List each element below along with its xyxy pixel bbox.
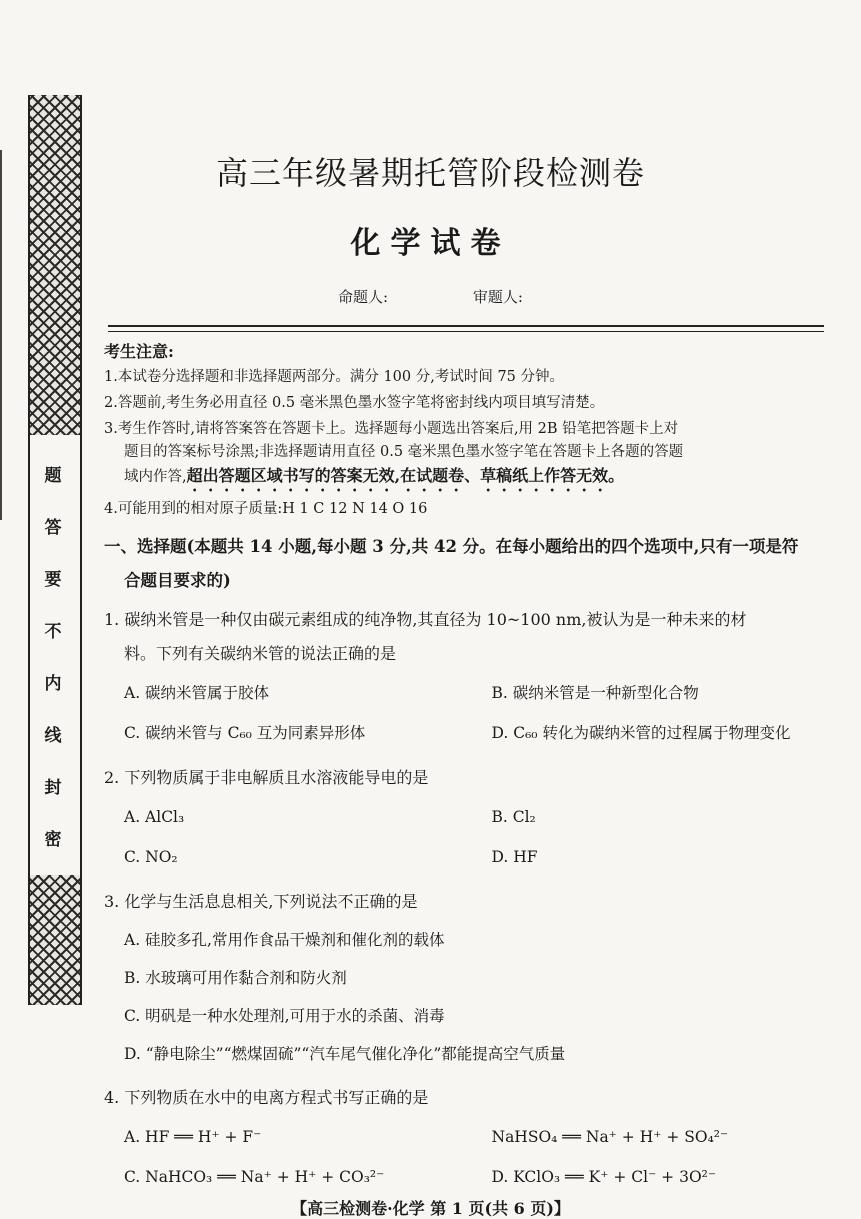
question-1-options — [104, 673, 839, 753]
note-3-line-1: 3.考生作答时,请将答案答在答题卡上。选择题每小题选出答案后,用 2B 铅笔把答题卡上对 — [104, 421, 679, 437]
seal-char: 不 — [44, 622, 62, 642]
option-c: C. NaHCO₃ ══ Na⁺ + H⁺ + CO₃²⁻ — [124, 1168, 385, 1186]
seal-char: 密 — [44, 830, 62, 850]
option-c: C. 碳纳米管与 C₆₀ 互为同素异形体 — [124, 724, 366, 742]
seal-char: 线 — [44, 726, 62, 746]
note-1: 1.本试卷分选择题和非选择题两部分。满分 100 分,考试时间 75 分钟。 — [104, 369, 565, 385]
option-b: B. 碳纳米管是一种新型化合物 — [491, 684, 699, 702]
notes-title: 考生注意: — [104, 342, 174, 361]
question-3 — [104, 887, 839, 1073]
question-2-options — [104, 797, 839, 877]
section-heading — [104, 533, 839, 595]
option-a: A. 硅胶多孔,常用作食品干燥剂和催化剂的载体 — [124, 931, 445, 949]
exam-title: 高三年级暑期托管阶段检测卷 — [215, 154, 645, 192]
option-d: D. “静电除尘”“燃煤固硫”“汽车尾气催化净化”都能提高空气质量 — [124, 1045, 566, 1063]
note-3-prefix: 域内作答, — [124, 469, 187, 485]
page-footer: 【高三检测卷·化学 第 1 页(共 6 页)】 — [291, 1199, 570, 1218]
decorative-border-bottom — [28, 875, 82, 1005]
question-3-options — [104, 921, 839, 1073]
note-3-line-3 — [104, 464, 839, 495]
note-3 — [104, 418, 839, 495]
author-line — [0, 286, 861, 307]
note-4: 4.可能用到的相对原子质量:H 1 C 12 N 14 O 16 — [104, 501, 428, 517]
author-label: 命题人: — [338, 288, 389, 306]
option-b: NaHSO₄ ══ Na⁺ + H⁺ + SO₄²⁻ — [491, 1128, 729, 1146]
cut-line — [0, 150, 2, 520]
question-4 — [104, 1083, 839, 1197]
question-1-stem-cont: 料。下列有关碳纳米管的说法正确的是 — [124, 644, 397, 663]
section-heading-line-2: 合题目要求的) — [124, 571, 231, 590]
option-c: C. 明矾是一种水处理剂,可用于水的杀菌、消毒 — [124, 1007, 445, 1025]
option-a: A. 碳纳米管属于胶体 — [124, 684, 270, 702]
question-4-options — [104, 1117, 839, 1197]
seal-warning-text — [36, 450, 70, 866]
section-heading-line-1: 一、选择题(本题共 14 小题,每小题 3 分,共 42 分。在每小题给出的四个选项中,只有一项是符 — [104, 537, 799, 556]
note-3-line-2: 题目的答案标号涂黑;非选择题请用直径 0.5 毫米黑色墨水签字笔在答题卡上各题的答题 — [124, 444, 684, 460]
question-1 — [104, 605, 839, 753]
option-d: D. C₆₀ 转化为碳纳米管的过程属于物理变化 — [491, 724, 791, 742]
reviewer-label: 审题人: — [472, 288, 523, 306]
question-4-stem: 4. 下列物质在水中的电离方程式书写正确的是 — [104, 1088, 429, 1107]
option-c: C. NO₂ — [124, 848, 178, 866]
decorative-border-top — [28, 95, 82, 435]
option-d: D. KClO₃ ══ K⁺ + Cl⁻ + 3O²⁻ — [491, 1168, 717, 1186]
seal-char: 封 — [44, 778, 62, 798]
option-a: A. HF ══ H⁺ + F⁻ — [124, 1128, 262, 1146]
exam-subtitle: 化学试卷 — [350, 226, 511, 261]
option-b: B. Cl₂ — [491, 808, 536, 826]
question-2-stem: 2. 下列物质属于非电解质且水溶液能导电的是 — [104, 768, 429, 787]
question-3-stem: 3. 化学与生活息息相关,下列说法不正确的是 — [104, 892, 418, 911]
note-2: 2.答题前,考生务必用直径 0.5 毫米黑色墨水签字笔将密封线内项目填写清楚。 — [104, 395, 605, 411]
seal-char: 答 — [44, 518, 62, 538]
option-b: B. 水玻璃可用作黏合剂和防火剂 — [124, 969, 347, 987]
option-a: A. AlCl₃ — [124, 808, 185, 826]
exam-content — [104, 340, 839, 1197]
seal-char: 内 — [44, 674, 62, 694]
seal-char: 题 — [44, 466, 62, 486]
question-1-stem: 1. 碳纳米管是一种仅由碳元素组成的纯净物,其直径为 10~100 nm,被认为是一种未来的材 — [104, 610, 747, 629]
option-d: D. HF — [491, 848, 538, 866]
header-rule-thin — [108, 331, 824, 332]
note-3-emphasis: 超出答题区域书写的答案无效,在试题卷、草稿纸上作答无效。 — [186, 466, 625, 485]
seal-char: 要 — [44, 570, 62, 590]
question-2 — [104, 763, 839, 877]
header-rule — [108, 325, 824, 327]
